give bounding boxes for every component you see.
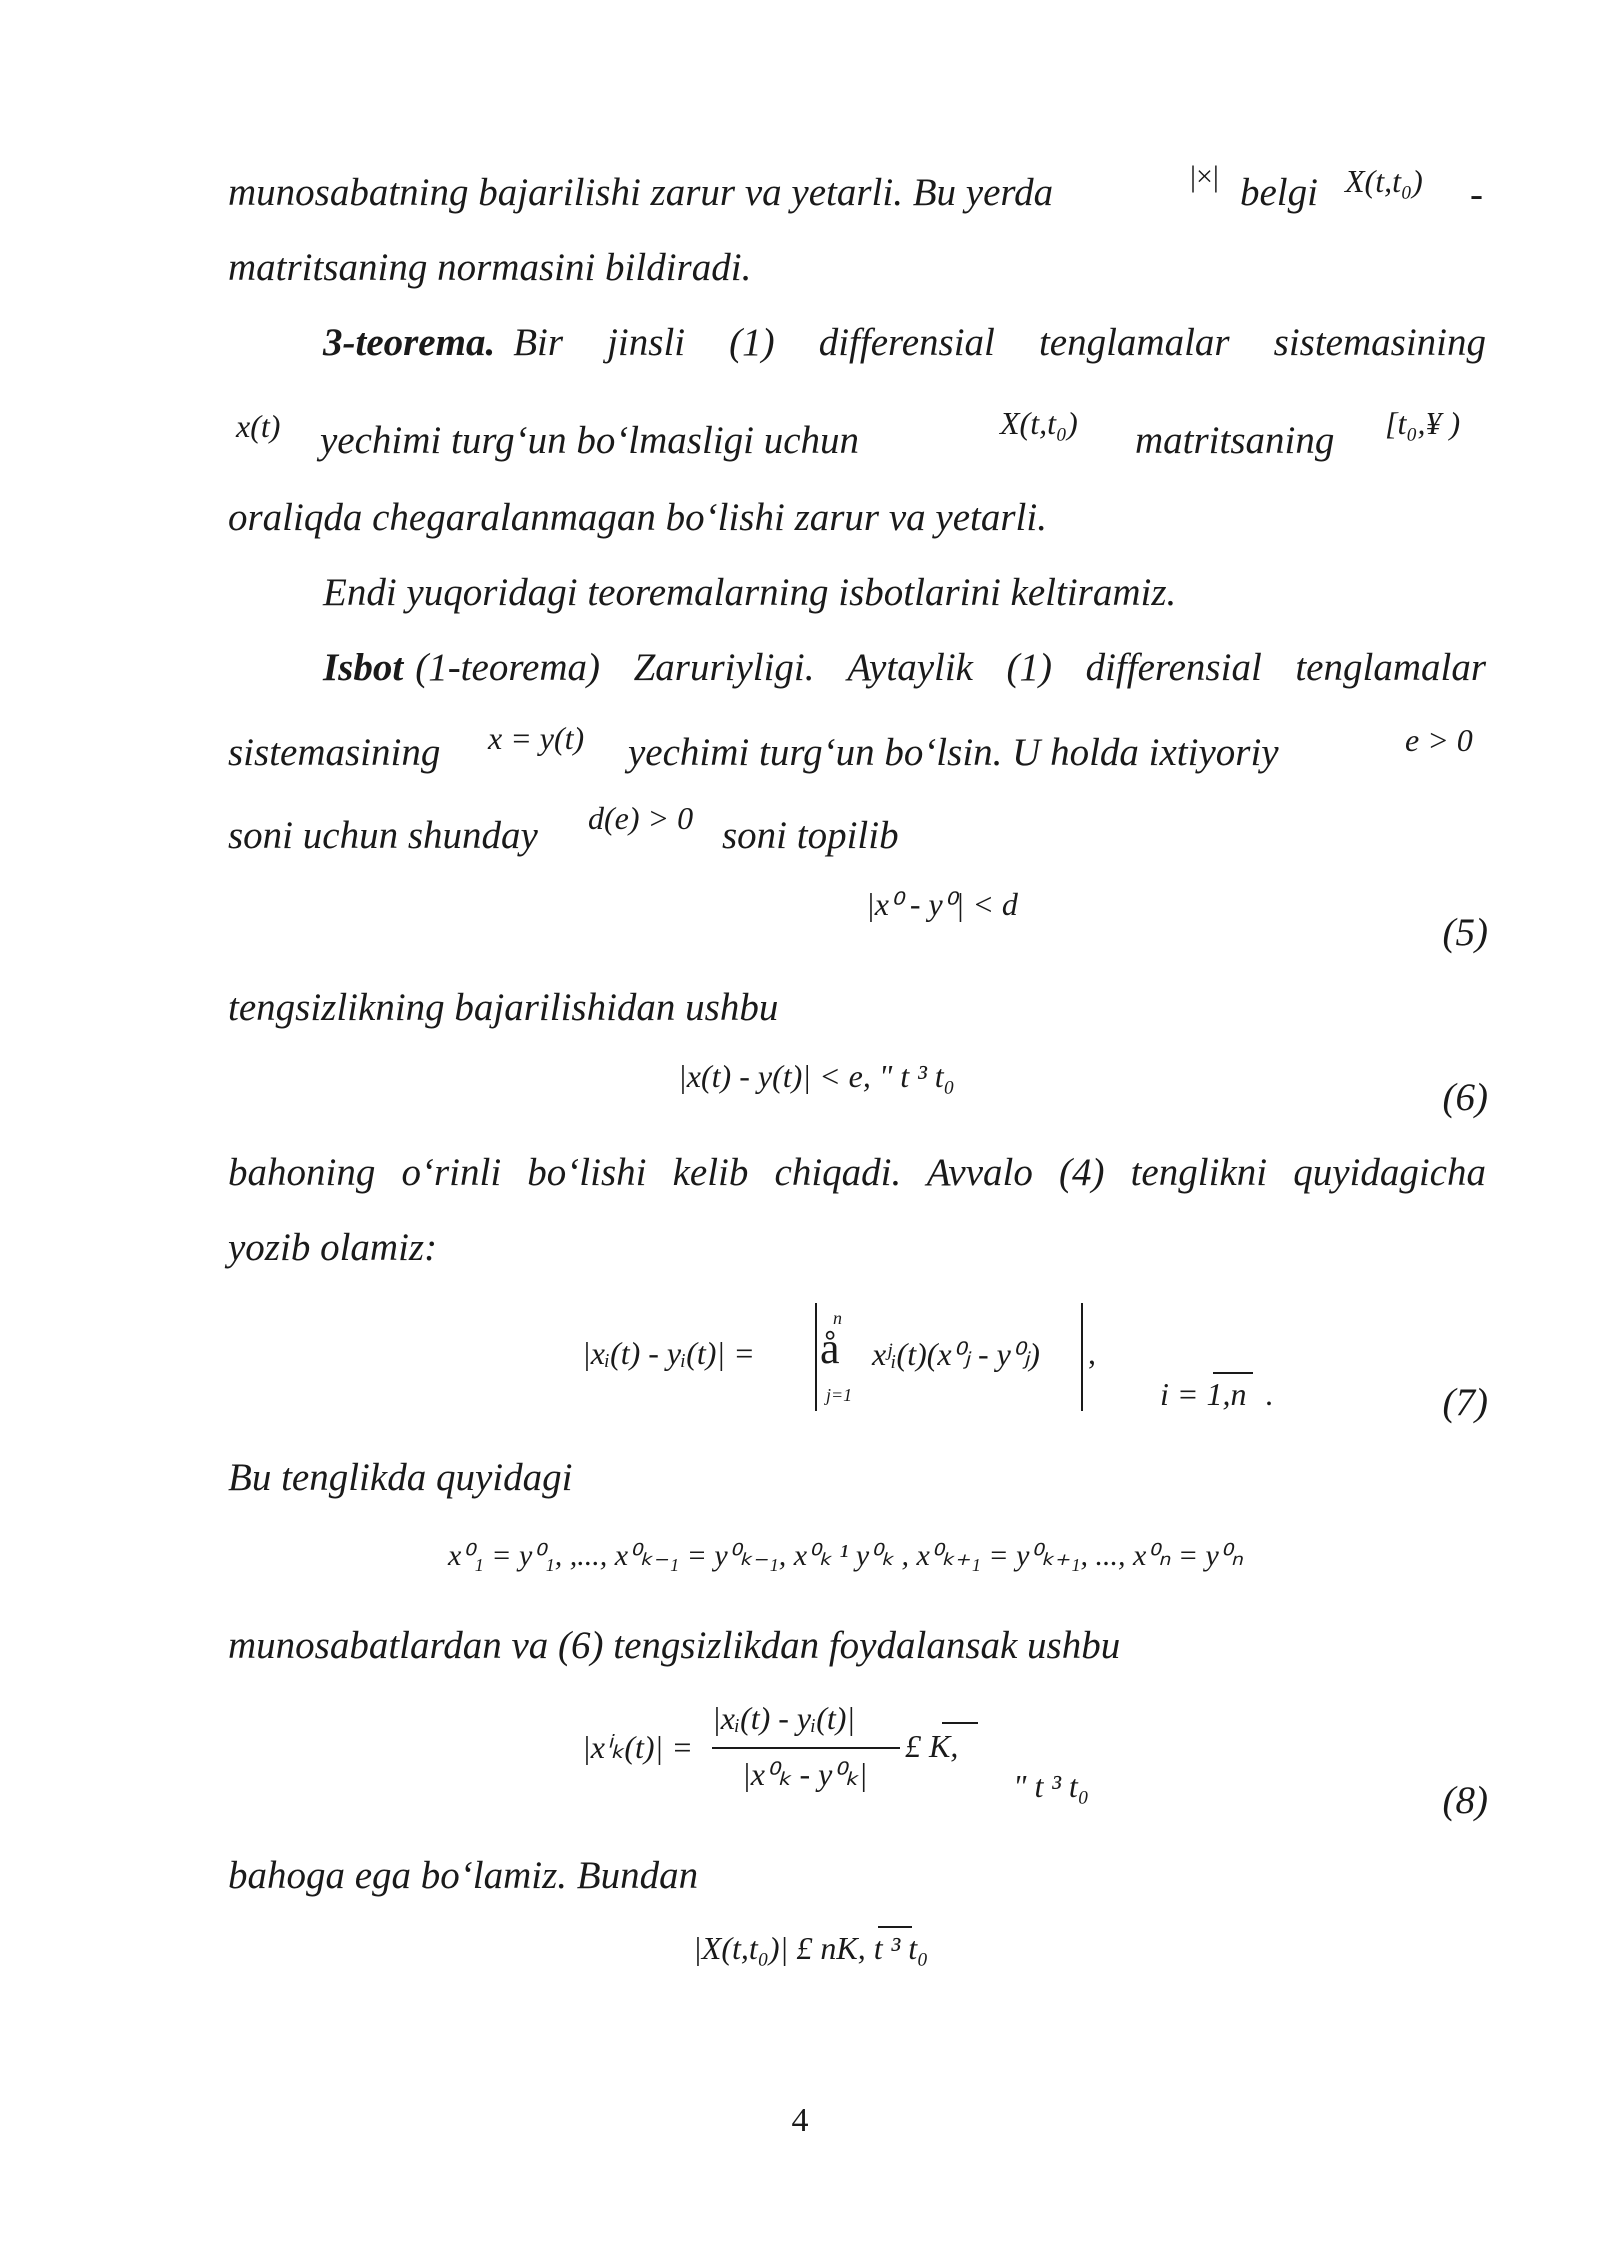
page-number: 4 <box>791 2102 809 2139</box>
text-line-4b: matritsaning <box>1135 419 1335 462</box>
text-line-14: munosabatlardan va (6) tengsizlikdan foydalansak ushbu <box>228 1624 1121 1667</box>
text-line-12: yozib olamiz: <box>228 1226 438 1269</box>
proof-line <box>323 645 1486 690</box>
overline-1n <box>1213 1372 1253 1374</box>
equation-7-dot: . <box>1265 1376 1273 1412</box>
sum-symbol: å <box>820 1324 840 1373</box>
equation-7-comma: , <box>1088 1335 1096 1371</box>
equation-8-rhs: £ K, <box>905 1728 959 1764</box>
line-1-text: munosabatning bajarilishi zarur va yetarli. Bu yerda <box>228 171 1054 214</box>
text-line-5: oraliqda chegaralanmagan bo‘lishi zarur va yetarli. <box>228 496 1047 539</box>
text-line-9a: soni uchun shunday <box>228 814 538 857</box>
epsilon-gt-0: e > 0 <box>1405 722 1473 758</box>
equation-7-body: xʲᵢ(t)(x⁰ⱼ - y⁰ⱼ) <box>872 1336 1040 1372</box>
belgi-word: belgi <box>1240 171 1318 214</box>
norm-symbol: |×| <box>1190 160 1219 193</box>
equation-8-denominator: |x⁰ₖ - y⁰ₖ| <box>742 1756 868 1792</box>
interval-inline: [t₀,¥ ) <box>1385 405 1461 441</box>
text-line-10: tengsizlikning bajarilishidan ushbu <box>228 986 779 1029</box>
abs-bar-right <box>1081 1303 1083 1411</box>
x-of-t-inline: x(t) <box>236 408 281 444</box>
fraction-line <box>712 1747 900 1749</box>
text-line-6: Endi yuqoridagi teoremalarning isbotlarini keltiramiz. <box>323 571 1177 614</box>
sum-lower: j=1 <box>826 1385 853 1405</box>
text-line-13: Bu tenglikda quyidagi <box>228 1456 573 1499</box>
conditions-equation: x⁰₁ = y⁰₁, ,..., x⁰ₖ₋₁ = y⁰ₖ₋₁, x⁰ₖ ¹ y⁰ₖ , x⁰ₖ₊₁ = y⁰ₖ₊₁, ..., x⁰ₙ = y⁰ₙ <box>448 1539 1243 1572</box>
equation-7-index: i = 1,n <box>1160 1376 1247 1412</box>
text-line-8a: sistemasining <box>228 731 441 774</box>
final-inequality: |X(t,t₀)| £ nK, t ³ t₀ <box>693 1930 929 1966</box>
text-line-4a: yechimi turg‘un bo‘lmasligi uchun <box>320 419 860 462</box>
equation-8-numerator: |xᵢ(t) - yᵢ(t)| <box>712 1700 856 1736</box>
matrix-X-inline-1: X(t,t₀) <box>1345 163 1423 199</box>
equation-5: |x⁰ - y⁰| < d <box>866 886 1018 922</box>
theorem-3-text: Bir jinsli (1) differensial tenglamalar sistemasining <box>513 321 1486 364</box>
text-line-1 <box>228 170 1053 215</box>
equation-5-number: (5) <box>1442 911 1488 954</box>
dash: - <box>1470 173 1483 216</box>
text-line-8b: yechimi turg‘un bo‘lsin. U holda ixtiyoriy <box>628 731 1279 774</box>
equation-8-lhs: |xⁱₖ(t)| = <box>582 1729 693 1765</box>
matrix-X-inline-2: X(t,t₀) <box>1000 405 1078 441</box>
proof-title: Isbot <box>323 646 404 689</box>
overline-K-final <box>878 1926 912 1928</box>
delta-gt-0: d(e) > 0 <box>588 800 694 836</box>
equation-6-number: (6) <box>1442 1076 1488 1119</box>
text-line-15: bahoga ega bo‘lamiz. Bundan <box>228 1854 699 1897</box>
text-line-11: bahoning o‘rinli bo‘lishi kelib chiqadi. Avvalo (4) tenglikni quyidagicha <box>228 1151 1486 1194</box>
equation-6: |x(t) - y(t)| < e, " t ³ t₀ <box>678 1058 955 1094</box>
equation-7-lhs: |xᵢ(t) - yᵢ(t)| = <box>582 1335 755 1371</box>
equation-7-number: (7) <box>1442 1381 1488 1424</box>
equation-8-condition: " t ³ t₀ <box>1013 1768 1089 1804</box>
overline-K <box>942 1722 978 1724</box>
theorem-3-line <box>323 320 1486 365</box>
abs-bar-left <box>815 1303 817 1411</box>
equation-8-number: (8) <box>1442 1779 1488 1822</box>
sum-upper: n <box>833 1308 842 1328</box>
proof-text: (1-teorema) Zaruriyligi. Aytaylik (1) differensial tenglamalar <box>415 646 1486 689</box>
text-line-2: matritsaning normasini bildiradi. <box>228 246 752 289</box>
theorem-3-title: 3-teorema. <box>323 321 496 364</box>
x-eq-y-inline: x = y(t) <box>488 720 585 756</box>
text-line-9b: soni topilib <box>722 814 899 857</box>
